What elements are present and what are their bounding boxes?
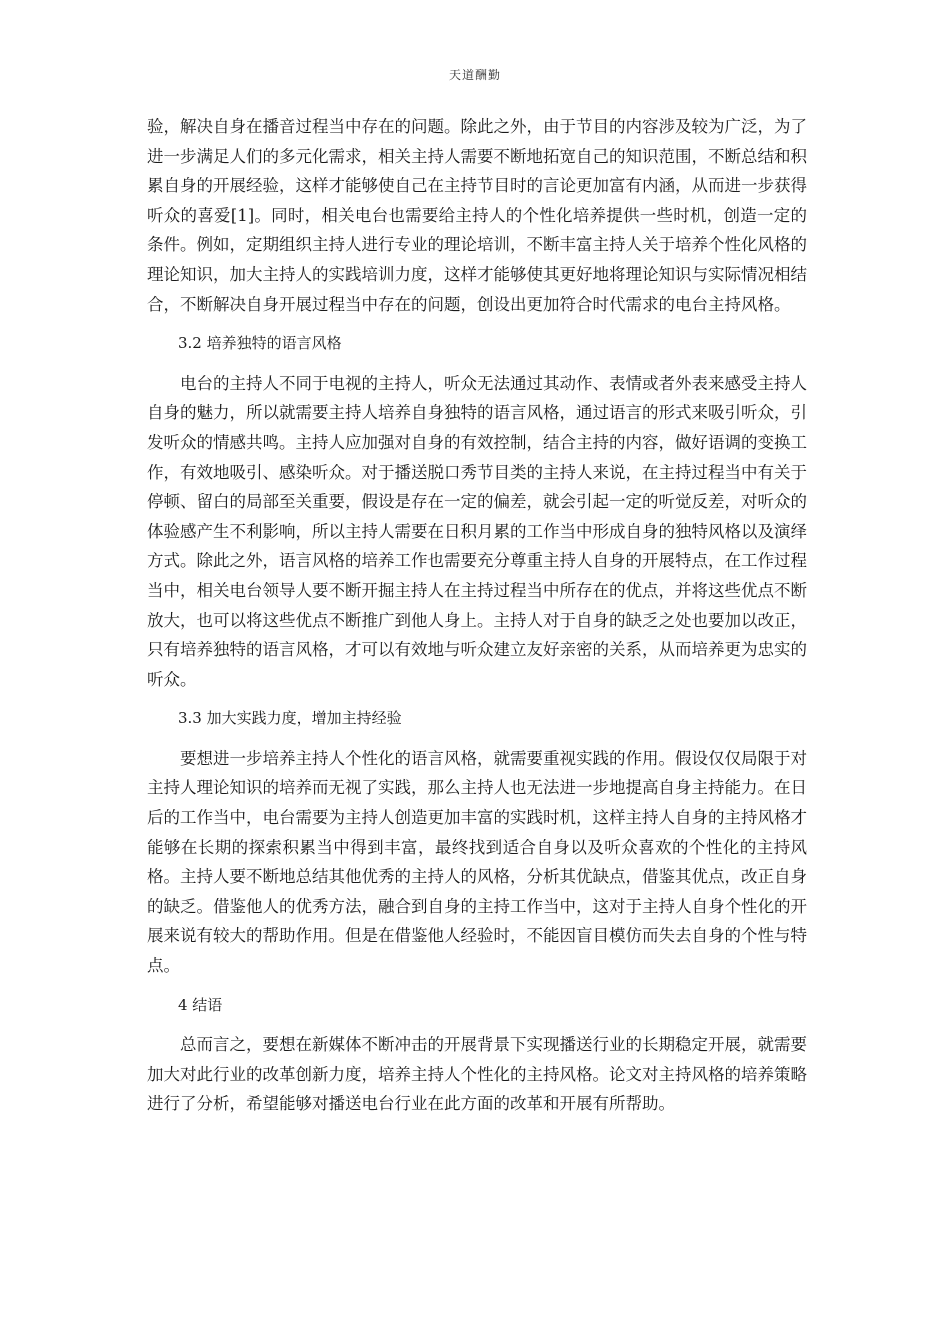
page-header: 天道酬勤	[448, 68, 501, 82]
section-heading-3-2: 3.2 培养独特的语言风格	[178, 334, 342, 353]
section-heading-4: 4 结语	[178, 995, 223, 1014]
document-body	[147, 112, 807, 1119]
paragraph-continued: 验，解决自身在播音过程当中存在的问题。除此之外，由于节目的内容涉及较为广泛，为了进一步满足人们的多元化需求，相关主持人需要不断地拓宽自己的知识范围，不断总结和积累自身的开展经验，这样才能够使自己在主持节目时的言论更加富有内涵，从而进一步获得听众的喜爱[1]。同时，相关电台也需要给主持人的个性化培养提供一些时机，创造一定的条件。例如，定期组织主持人进行专业的理论培训，不断丰富主持人关于培养个性化风格的理论知识，加大主持人的实践培训力度，这样才能够使其更好地将理论知识与实际情况相结合，不断解决自身开展过程当中存在的问题，创设出更加符合时代需求的电台主持风格。	[147, 117, 807, 314]
paragraph-3-3: 要想进一步培养主持人个性化的语言风格，就需要重视实践的作用。假设仅仅局限于对主持人理论知识的培养而无视了实践，那么主持人也无法进一步地提高自身主持能力。在日后的工作当中，电台需要为主持人创造更加丰富的实践时机，这样主持人自身的主持风格才能够在长期的探索积累当中得到丰富，最终找到适合自身以及听众喜欢的个性化的主持风格。主持人要不断地总结其他优秀的主持人的风格，分析其优缺点，借鉴其优点，改正自身的缺乏。借鉴他人的优秀方法，融合到自身的主持工作当中，这对于主持人自身个性化的开展来说有较大的帮助作用。但是在借鉴他人经验时，不能因盲目模仿而失去自身的个性与特点。	[147, 748, 807, 976]
paragraph-4: 总而言之，要想在新媒体不断冲击的开展背景下实现播送行业的长期稳定开展，就需要加大对此行业的改革创新力度，培养主持人个性化的主持风格。论文对主持风格的培养策略进行了分析，希望能够对播送电台行业在此方面的改革和开展有所帮助。	[147, 1035, 807, 1114]
section-heading-3-3: 3.3 加大实践力度，增加主持经验	[178, 709, 402, 728]
paragraph-3-2: 电台的主持人不同于电视的主持人，听众无法通过其动作、表情或者外表来感受主持人自身的魅力，所以就需要主持人培养自身独特的语言风格，通过语言的形式来吸引听众，引发听众的情感共鸣。主持人应加强对自身的有效控制，结合主持的内容，做好语调的变换工作，有效地吸引、感染听众。对于播送脱口秀节目类的主持人来说，在主持过程当中有关于停顿、留白的局部至关重要，假设是存在一定的偏差，就会引起一定的听觉反差，对听众的体验感产生不利影响，所以主持人需要在日积月累的工作当中形成自身的独特风格以及演绎方式。除此之外，语言风格的培养工作也需要充分尊重主持人自身的开展特点，在工作过程当中，相关电台领导人要不断开掘主持人在主持过程当中所存在的优点，并将这些优点不断放大，也可以将这些优点不断推广到他人身上。主持人对于自身的缺乏之处也要加以改正，只有培养独特的语言风格，才可以有效地与听众建立友好亲密的关系，从而培养更为忠实的听众。	[147, 373, 807, 689]
